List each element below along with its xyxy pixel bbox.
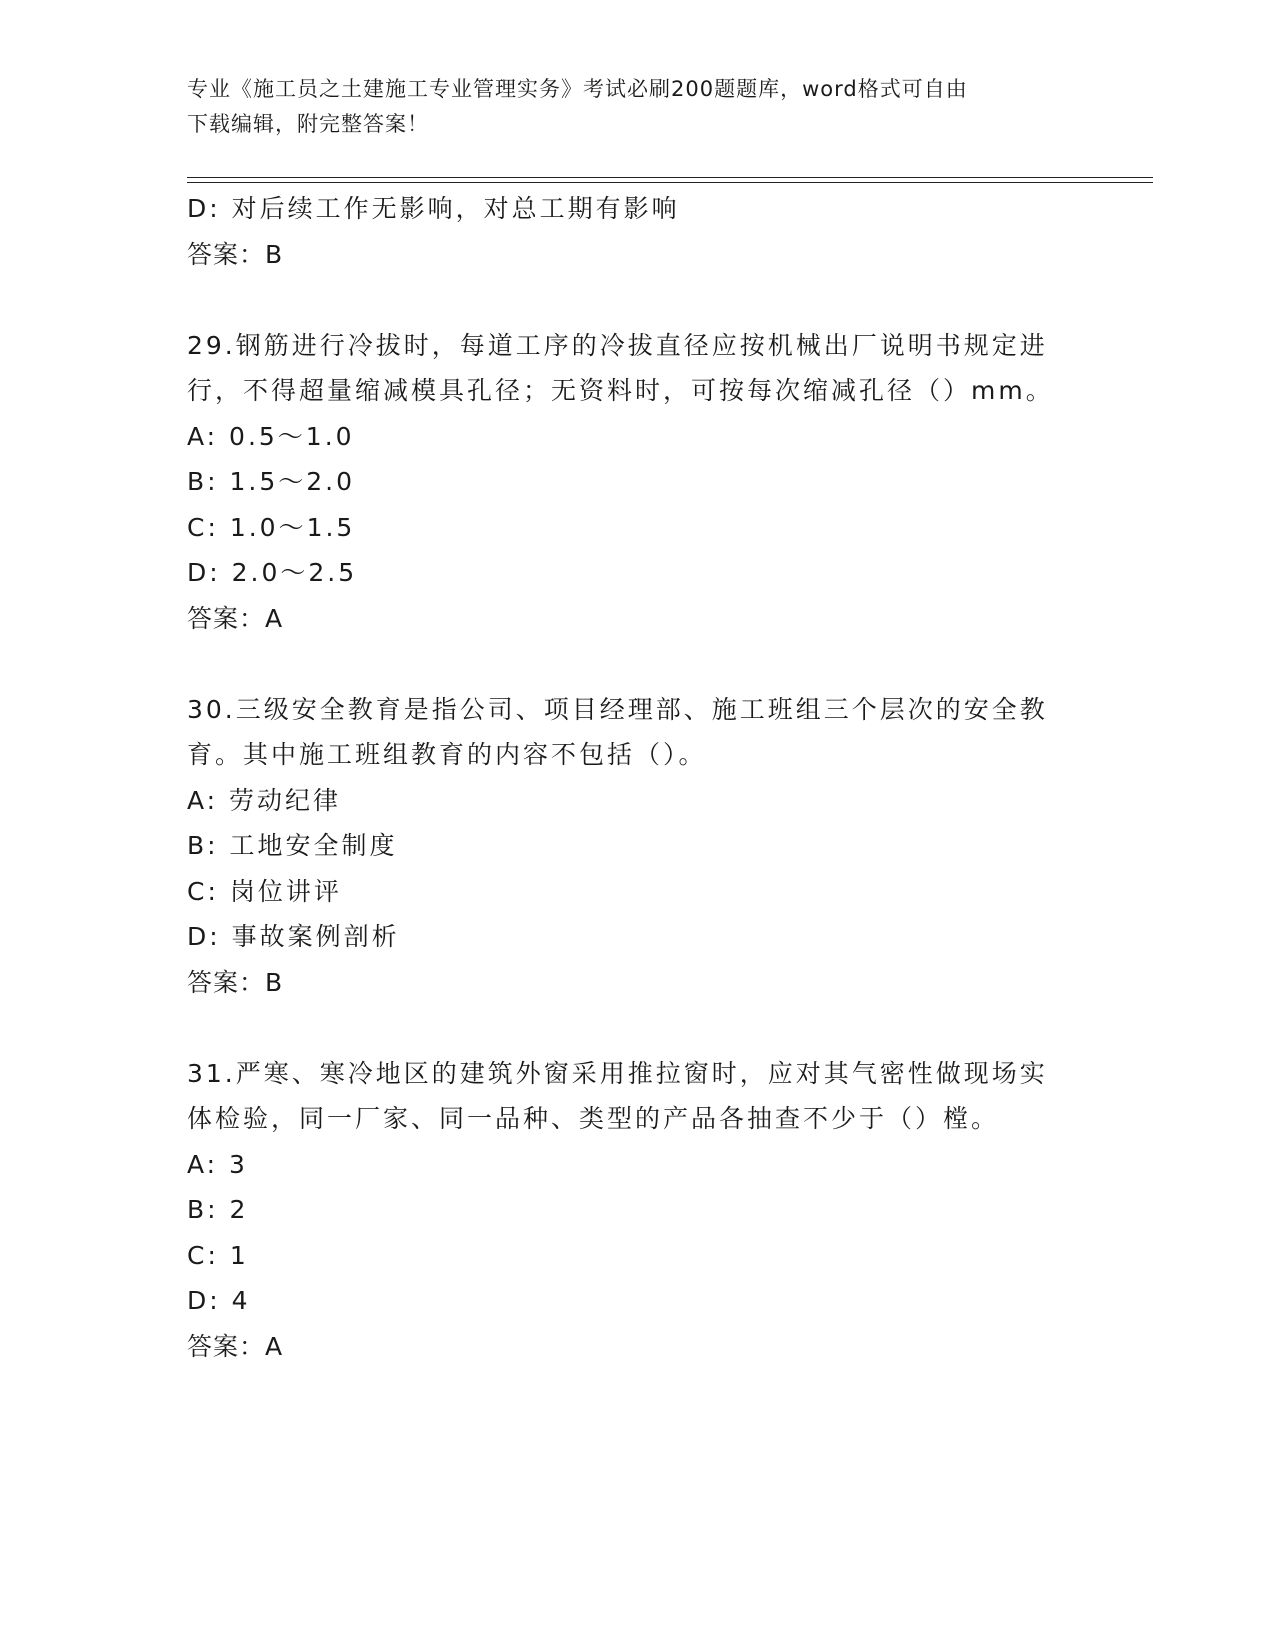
- header-divider-bottom: [187, 182, 1153, 183]
- option-a: A: 3: [187, 1149, 248, 1179]
- option-a: A: 0.5～1.0: [187, 421, 355, 451]
- option-a: A: 劳动纪律: [187, 785, 342, 815]
- answer-line: 答案：A: [187, 1331, 284, 1361]
- header-line-1: 专业《施工员之土建施工专业管理实务》考试必刷200题题库，word格式可自由: [187, 77, 968, 101]
- header-line-2: 下载编辑，附完整答案！: [187, 112, 429, 136]
- option-c: C: 岗位讲评: [187, 876, 342, 906]
- option-d: D: 事故案例剖析: [187, 922, 400, 951]
- question-text-line-1: 29.钢筋进行冷拔时，每道工序的冷拔直径应按机械出厂说明书规定进: [187, 330, 1048, 360]
- question-text-line-2: 体检验，同一厂家、同一品种、类型的产品各抽查不少于（）樘。: [187, 1104, 1000, 1133]
- question-list: [187, 186, 1087, 1369]
- header-divider-top: [187, 177, 1153, 178]
- spacer: [187, 1005, 1087, 1051]
- previous-question-tail: [187, 186, 1087, 277]
- answer-line: 答案：B: [187, 239, 284, 269]
- option-b: B: 工地安全制度: [187, 831, 398, 860]
- question-text-line-1: 30.三级安全教育是指公司、项目经理部、施工班组三个层次的安全教: [187, 694, 1048, 724]
- question-text-line-1: 31.严寒、寒冷地区的建筑外窗采用推拉窗时，应对其气密性做现场实: [187, 1058, 1048, 1088]
- option-c: C: 1.0～1.5: [187, 512, 356, 542]
- option-c: C: 1: [187, 1240, 249, 1270]
- question-text-line-2: 育。其中施工班组教育的内容不包括（）。: [187, 740, 707, 769]
- question-31: [187, 1051, 1087, 1370]
- question-30: [187, 687, 1087, 1006]
- spacer: [187, 641, 1087, 687]
- option-d: D: 对后续工作无影响，对总工期有影响: [187, 194, 680, 223]
- option-b: B: 1.5～2.0: [187, 467, 356, 496]
- page-header: [187, 72, 1087, 142]
- answer-line: 答案：B: [187, 967, 284, 997]
- option-b: B: 2: [187, 1195, 249, 1224]
- spacer: [187, 277, 1087, 323]
- question-29: [187, 323, 1087, 642]
- option-d: D: 4: [187, 1286, 251, 1315]
- answer-line: 答案：A: [187, 603, 284, 633]
- option-d: D: 2.0～2.5: [187, 558, 358, 587]
- question-text-line-2: 行，不得超量缩减模具孔径；无资料时，可按每次缩减孔径（）mm。: [187, 376, 1054, 405]
